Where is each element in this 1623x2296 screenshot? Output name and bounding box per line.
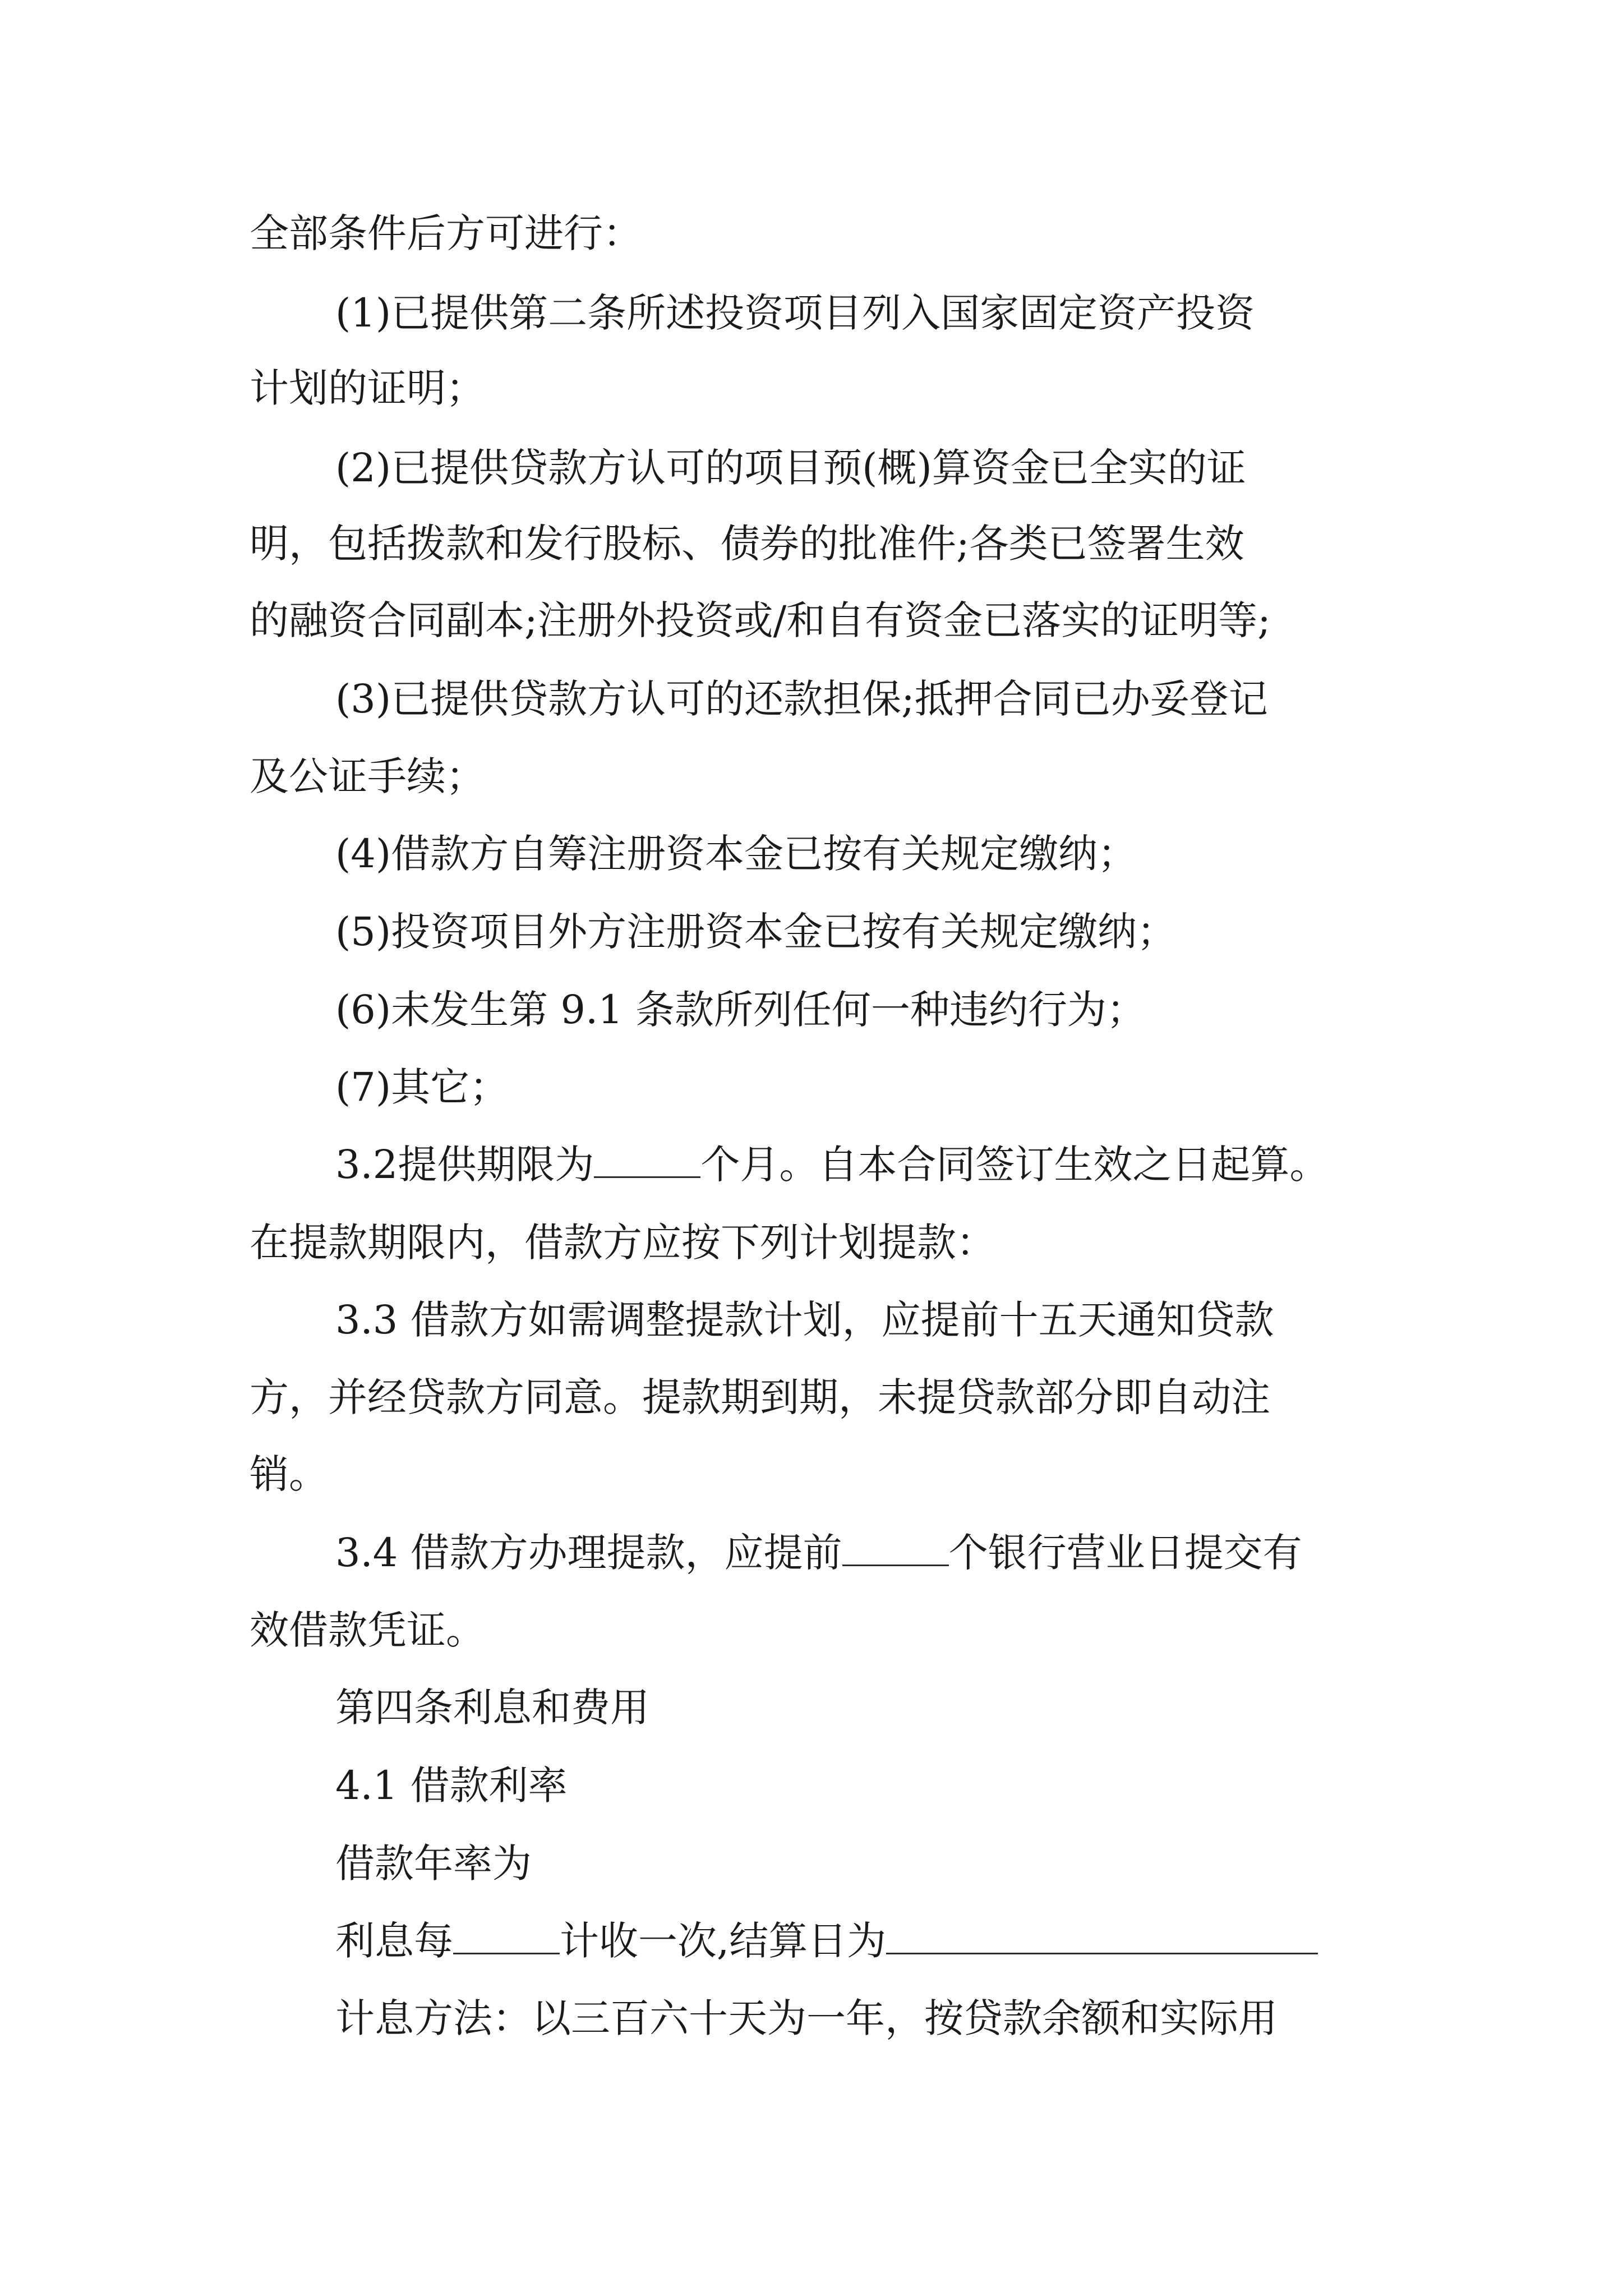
clause-item-1: (1)已提供第二条所述投资项目列入国家固定资产投资 xyxy=(335,290,1255,336)
text-line: 效借款凭证。 xyxy=(250,1607,485,1653)
text-line: 及公证手续； xyxy=(250,753,485,799)
text-line: 借款年率为 xyxy=(335,1841,532,1887)
clause-3-4 xyxy=(335,1526,1302,1580)
clause-item-5: (5)投资项目外方注册资本金已按有关规定缴纳； xyxy=(335,909,1177,955)
clause-3-2 xyxy=(335,1138,1329,1191)
text-line: 销。 xyxy=(250,1451,328,1497)
text-line: 计息方法：以三百六十天为一年，按贷款余额和实际用 xyxy=(335,1995,1278,2041)
clause-item-7: (7)其它； xyxy=(335,1064,509,1110)
text-segment: 个银行营业日提交有 xyxy=(948,1530,1302,1576)
text-segment: 利息每 xyxy=(335,1918,453,1964)
text-segment: 计收一次,结算日为 xyxy=(560,1918,887,1964)
text-line: 的融资合同副本;注册外投资或/和自有资金已落实的证明等; xyxy=(250,597,1271,643)
fill-in-blank[interactable] xyxy=(594,1140,700,1178)
clause-3-3: 3.3 借款方如需调整提款计划，应提前十五天通知贷款 xyxy=(335,1297,1274,1343)
text-line: 计划的证明； xyxy=(250,365,485,411)
text-line: 全部条件后方可进行： xyxy=(250,210,642,256)
text-line: 明，包括拨款和发行股标、债券的批准件;各类已签署生效 xyxy=(250,521,1244,567)
fill-in-blank[interactable] xyxy=(453,1917,560,1954)
clause-4-1-heading: 4.1 借款利率 xyxy=(335,1763,568,1809)
clause-item-6: (6)未发生第 9.1 条款所列任何一种违约行为； xyxy=(335,987,1146,1033)
clause-item-4: (4)借款方自筹注册资本金已按有关规定缴纳； xyxy=(335,831,1137,877)
fill-in-blank[interactable] xyxy=(886,1917,1318,1954)
text-line: 在提款期限内，借款方应按下列计划提款： xyxy=(250,1220,995,1266)
fill-in-blank[interactable] xyxy=(842,1529,949,1566)
section-heading: 第四条利息和费用 xyxy=(335,1685,649,1731)
text-segment: 3.4 借款方办理提款，应提前 xyxy=(335,1530,842,1576)
text-line: 方，并经贷款方同意。提款期到期，未提贷款部分即自动注 xyxy=(250,1374,1270,1420)
clause-item-3: (3)已提供贷款方认可的还款担保;抵押合同已办妥登记 xyxy=(335,676,1268,722)
text-segment: 个月。自本合同签订生效之日起算。 xyxy=(700,1142,1329,1188)
clause-item-2: (2)已提供贷款方认可的项目预(概)算资金已全实的证 xyxy=(335,445,1246,491)
interest-line xyxy=(335,1914,1318,1968)
text-segment: 3.2提供期限为 xyxy=(335,1142,594,1188)
